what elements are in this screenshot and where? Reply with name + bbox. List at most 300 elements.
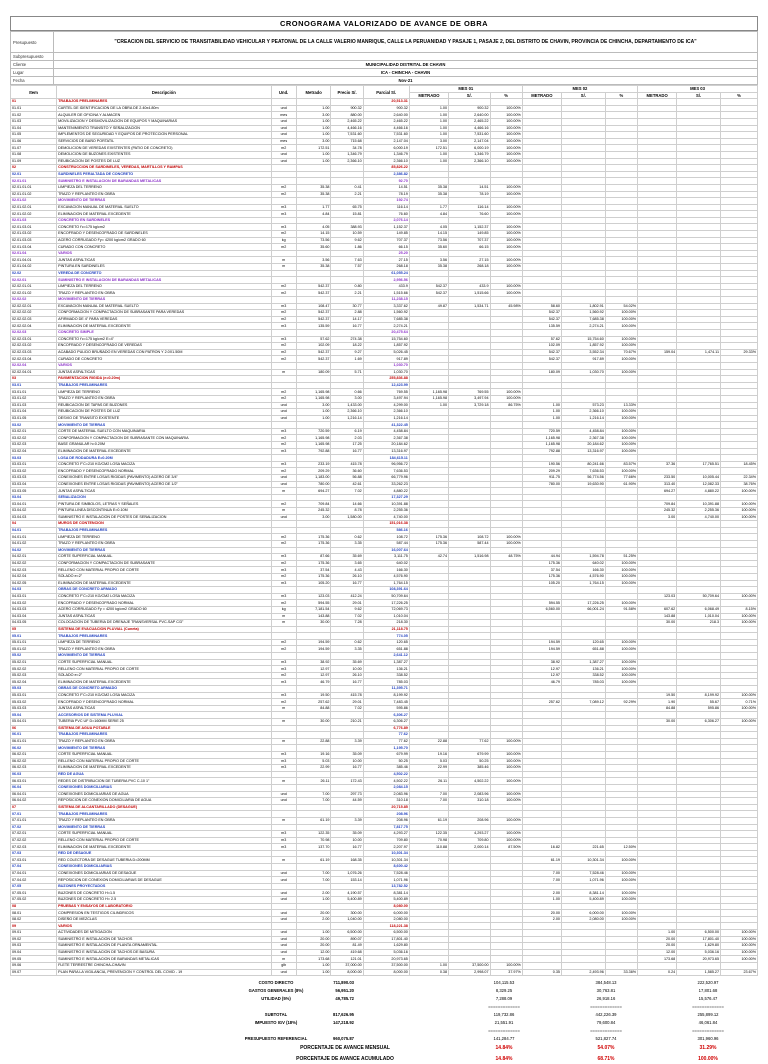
month1-percent bbox=[490, 514, 522, 521]
item-code: 09.06 bbox=[11, 962, 57, 969]
item-metrado: 175.36 bbox=[296, 560, 331, 567]
month1-metrado bbox=[409, 250, 448, 257]
month3-percent bbox=[721, 778, 758, 785]
item-price: 29.01 bbox=[331, 600, 363, 607]
percent-row bbox=[10, 1053, 758, 1064]
month2-percent: 77.66% bbox=[605, 475, 637, 482]
item-code: 07.04 bbox=[11, 864, 57, 871]
month2-percent bbox=[605, 217, 637, 224]
month1-percent: 100.00% bbox=[490, 112, 522, 119]
month3-metrado bbox=[638, 844, 677, 851]
month3-percent bbox=[721, 217, 758, 224]
month3-percent bbox=[721, 824, 758, 831]
month3-amount bbox=[677, 633, 721, 640]
month1-metrado bbox=[409, 376, 448, 383]
month3-amount bbox=[677, 798, 721, 805]
month2-percent: 100.00% bbox=[605, 448, 637, 455]
month2-percent bbox=[605, 389, 637, 396]
table-row bbox=[11, 158, 758, 165]
month3-amount bbox=[677, 758, 721, 765]
month3-amount bbox=[677, 686, 721, 693]
month1-amount: 1,516.98 bbox=[449, 554, 491, 561]
item-unit bbox=[271, 217, 296, 224]
month1-metrado: 1,165.98 bbox=[409, 389, 448, 396]
item-parcial: 1,764.15 bbox=[363, 580, 409, 587]
summary-row bbox=[10, 1010, 758, 1018]
item-description: JUNTAS ASFALTICAS bbox=[57, 488, 271, 495]
month3-metrado bbox=[638, 356, 677, 363]
item-price: 274.38 bbox=[331, 336, 363, 343]
month3-amount bbox=[677, 362, 721, 369]
month1-metrado bbox=[409, 936, 448, 943]
item-code: 02.01.03.02 bbox=[11, 231, 57, 238]
month3-metrado bbox=[638, 376, 677, 383]
table-row bbox=[11, 237, 758, 244]
month3-metrado bbox=[638, 791, 677, 798]
item-unit bbox=[271, 923, 296, 930]
month3-percent bbox=[721, 112, 758, 119]
item-code: 07.02.01 bbox=[11, 831, 57, 838]
item-code: 06.04.02 bbox=[11, 798, 57, 805]
item-code: 07.03.01 bbox=[11, 857, 57, 864]
month1-metrado bbox=[409, 560, 448, 567]
item-parcial: 268.18 bbox=[363, 264, 409, 271]
item-parcial: 1,346.79 bbox=[363, 151, 409, 158]
month1-percent bbox=[490, 343, 522, 350]
month3-metrado bbox=[638, 653, 677, 660]
month3-metrado: 1.00 bbox=[638, 930, 677, 937]
month1-metrado bbox=[409, 428, 448, 435]
month1-percent: 100.00% bbox=[490, 231, 522, 238]
month2-amount: 640.02 bbox=[561, 560, 605, 567]
month2-percent bbox=[605, 626, 637, 633]
item-description: SUMINISTRO E INSTALACION DE BARANDAS METALICAS bbox=[57, 277, 271, 284]
month3-metrado: 709.84 bbox=[638, 501, 677, 508]
item-price: 6,500.00 bbox=[331, 930, 363, 937]
item-price: 3.39 bbox=[331, 817, 363, 824]
item-code: 01.05 bbox=[11, 132, 57, 139]
month2-percent bbox=[605, 508, 637, 515]
item-description: SERVICIOS DE BAÑO PORTATIL bbox=[57, 138, 271, 145]
item-unit: m2 bbox=[271, 244, 296, 251]
month3-amount: 50,709.64 bbox=[677, 593, 721, 600]
item-price: 5,400.89 bbox=[331, 897, 363, 904]
month3-metrado bbox=[638, 573, 677, 580]
spacer bbox=[10, 1042, 236, 1053]
month1-amount: 433.9 bbox=[449, 283, 491, 290]
month1-amount: 4,502.22 bbox=[449, 778, 491, 785]
item-parcial: 2,640.00 bbox=[363, 112, 409, 119]
month1-amount: 587.44 bbox=[449, 540, 491, 547]
month1-amount bbox=[449, 521, 491, 528]
item-metrado: 12.97 bbox=[296, 666, 331, 673]
item-parcial: 6,776.89 bbox=[363, 725, 409, 732]
month1-amount bbox=[449, 824, 491, 831]
item-code: 04.03.02 bbox=[11, 600, 57, 607]
month3-metrado bbox=[638, 962, 677, 969]
item-metrado: 7.00 bbox=[296, 791, 331, 798]
table-row bbox=[11, 521, 758, 528]
item-code: 05.03 bbox=[11, 686, 57, 693]
month3-metrado bbox=[638, 890, 677, 897]
item-unit: m2 bbox=[271, 534, 296, 541]
month2-metrado bbox=[522, 534, 561, 541]
month3-percent bbox=[721, 145, 758, 152]
month2-metrado bbox=[522, 198, 561, 205]
table-row bbox=[11, 573, 758, 580]
month3-percent bbox=[721, 171, 758, 178]
month1-percent bbox=[490, 639, 522, 646]
item-metrado: 102.09 bbox=[296, 343, 331, 350]
month3-amount bbox=[677, 151, 721, 158]
item-parcial: 3,111.75 bbox=[363, 554, 409, 561]
item-description: CURADO DE CONCRETO bbox=[57, 356, 271, 363]
month3-percent bbox=[721, 336, 758, 343]
month1-metrado bbox=[409, 705, 448, 712]
month2-amount bbox=[561, 145, 605, 152]
month3-percent bbox=[721, 138, 758, 145]
item-code: 06.03 bbox=[11, 771, 57, 778]
month3-percent bbox=[721, 521, 758, 528]
item-description: TRAZO Y REPLANTEO EN OBRA bbox=[57, 540, 271, 547]
item-parcial: 208.96 bbox=[363, 817, 409, 824]
table-row bbox=[11, 112, 758, 119]
month2-percent bbox=[605, 165, 637, 172]
month1-percent bbox=[490, 666, 522, 673]
month3-metrado bbox=[638, 547, 677, 554]
month3-amount bbox=[677, 415, 721, 422]
month1-amount bbox=[449, 455, 491, 462]
month2-amount bbox=[561, 277, 605, 284]
month3-percent bbox=[721, 725, 758, 732]
month2-amount: 221.65 bbox=[561, 844, 605, 851]
month1-amount bbox=[449, 494, 491, 501]
item-unit: m2 bbox=[271, 395, 296, 402]
month2-amount bbox=[561, 521, 605, 528]
month3-percent bbox=[721, 850, 758, 857]
month3-percent bbox=[721, 250, 758, 257]
month2-percent bbox=[605, 99, 637, 106]
month1-metrado: 4.05 bbox=[409, 224, 448, 231]
item-code: 01.01 bbox=[11, 105, 57, 112]
table-row bbox=[11, 389, 758, 396]
item-description: CONCRETO F'C=210 KG/CM2 LOSA MACIZA bbox=[57, 461, 271, 468]
month3-percent bbox=[721, 224, 758, 231]
month3-percent bbox=[721, 653, 758, 660]
month3-amount bbox=[677, 580, 721, 587]
table-row bbox=[11, 705, 758, 712]
month1-amount: 2,998.07 bbox=[449, 969, 491, 976]
table-row bbox=[11, 877, 758, 884]
month2-amount bbox=[561, 903, 605, 910]
month1-amount: 2,147.04 bbox=[449, 138, 491, 145]
item-description: SUMINISTRO E INSTALACION DE BARANDAS METALICAS bbox=[57, 178, 271, 185]
item-unit bbox=[271, 732, 296, 739]
item-price: 4,466.16 bbox=[331, 125, 363, 132]
item-code: 03.01.03 bbox=[11, 402, 57, 409]
month2-metrado bbox=[522, 745, 561, 752]
item-metrado bbox=[296, 626, 331, 633]
month1-percent bbox=[490, 771, 522, 778]
month1-percent bbox=[490, 877, 522, 884]
month3-percent bbox=[721, 554, 758, 561]
month1-metrado bbox=[409, 870, 448, 877]
month3-percent bbox=[721, 857, 758, 864]
month2-amount bbox=[561, 270, 605, 277]
item-code: 03.03.01 bbox=[11, 461, 57, 468]
month3-amount bbox=[677, 600, 721, 607]
month3-percent: 100.00% bbox=[721, 514, 758, 521]
month1-metrado bbox=[409, 494, 448, 501]
item-parcial: 4,502.22 bbox=[363, 778, 409, 785]
month3-metrado bbox=[638, 455, 677, 462]
month2-percent bbox=[605, 540, 637, 547]
item-price bbox=[331, 923, 363, 930]
item-code: 09.01 bbox=[11, 930, 57, 937]
month1-percent: 100.00% bbox=[490, 158, 522, 165]
item-metrado: 35.38 bbox=[296, 184, 331, 191]
item-description: CONEXIONES DOMICILIARIAS DE AGUA bbox=[57, 791, 271, 798]
month3-amount bbox=[677, 745, 721, 752]
item-parcial: 13,782.52 bbox=[363, 883, 409, 890]
month2-percent: 100.00% bbox=[605, 897, 637, 904]
month2-amount bbox=[561, 244, 605, 251]
month3-amount bbox=[677, 125, 721, 132]
month2-metrado bbox=[522, 151, 561, 158]
month3-percent bbox=[721, 290, 758, 297]
month3-metrado bbox=[638, 468, 677, 475]
month2-metrado bbox=[522, 297, 561, 304]
month1-amount bbox=[449, 943, 491, 950]
month2-metrado bbox=[522, 211, 561, 218]
item-price bbox=[331, 653, 363, 660]
table-row bbox=[11, 428, 758, 435]
item-price: 168.35 bbox=[331, 857, 363, 864]
month1-metrado: 175.36 bbox=[409, 540, 448, 547]
item-parcial: 707.37 bbox=[363, 237, 409, 244]
month2-amount bbox=[561, 362, 605, 369]
month2-amount: 5,400.89 bbox=[561, 897, 605, 904]
item-description: RED DE DESAGUE bbox=[57, 850, 271, 857]
item-metrado: 26.11 bbox=[296, 778, 331, 785]
summary-label: GASTOS GENERALES (8%) bbox=[248, 987, 304, 993]
month3-percent bbox=[721, 811, 758, 818]
month1-amount bbox=[449, 336, 491, 343]
summary-total: 49,785.72 bbox=[335, 995, 354, 1001]
item-code: 05.02.03 bbox=[11, 672, 57, 679]
item-description: REPOSICION DE CONEXION DOMICILIARIA DE AGUA bbox=[57, 798, 271, 805]
month2-metrado: 594.55 bbox=[522, 600, 561, 607]
item-code: 02.02.02 bbox=[11, 297, 57, 304]
month1-metrado bbox=[409, 343, 448, 350]
month1-percent bbox=[490, 165, 522, 172]
month2-amount bbox=[561, 745, 605, 752]
item-code: 09.05 bbox=[11, 956, 57, 963]
item-description: VARIOS bbox=[57, 250, 271, 257]
item-price: 1.86 bbox=[331, 244, 363, 251]
item-parcial: 2,366.10 bbox=[363, 409, 409, 416]
item-metrado: 694.27 bbox=[296, 488, 331, 495]
item-code: 02.02.03.03 bbox=[11, 349, 57, 356]
item-parcial: 900.32 bbox=[363, 105, 409, 112]
month1-percent: 100.00% bbox=[490, 765, 522, 772]
item-metrado: 175.36 bbox=[296, 540, 331, 547]
month2-percent bbox=[605, 811, 637, 818]
month3-percent bbox=[721, 784, 758, 791]
item-code: 07.04.02 bbox=[11, 877, 57, 884]
month2-percent bbox=[605, 936, 637, 943]
item-parcial: 6,306.27 bbox=[363, 719, 409, 726]
table-row bbox=[11, 804, 758, 811]
item-description: SEÑALIZACION bbox=[57, 494, 271, 501]
month1-metrado bbox=[409, 217, 448, 224]
item-price bbox=[331, 725, 363, 732]
month1-amount bbox=[449, 864, 491, 871]
month1-amount bbox=[449, 435, 491, 442]
month1-metrado: 7.00 bbox=[409, 791, 448, 798]
item-price: 56.88 bbox=[331, 475, 363, 482]
month2-metrado bbox=[522, 784, 561, 791]
month3-metrado: 143.88 bbox=[638, 613, 677, 620]
item-metrado: 792.88 bbox=[296, 448, 331, 455]
month2-percent: 100.00% bbox=[605, 646, 637, 653]
table-row bbox=[11, 910, 758, 917]
item-parcial: 1,010.04 bbox=[363, 613, 409, 620]
month3-percent bbox=[721, 883, 758, 890]
item-description: SUMINISTRO E INSTALACION DE TACHOS bbox=[57, 936, 271, 943]
month3-percent bbox=[721, 962, 758, 969]
month3-amount bbox=[677, 587, 721, 594]
label-fecha: Fecha bbox=[11, 77, 54, 85]
summary-total bbox=[316, 1002, 356, 1010]
month2-metrado bbox=[522, 738, 561, 745]
month1-percent: 87.50% bbox=[490, 844, 522, 851]
item-parcial: 2,274.21 bbox=[363, 323, 409, 330]
month1-percent bbox=[490, 270, 522, 277]
item-code: 03.02.04 bbox=[11, 448, 57, 455]
item-unit: m2 bbox=[271, 184, 296, 191]
table-row bbox=[11, 798, 758, 805]
col-m2-metrado: METRADO bbox=[522, 92, 561, 99]
item-parcial: 184,615.11 bbox=[363, 455, 409, 462]
month2-amount bbox=[561, 686, 605, 693]
month3-percent bbox=[721, 184, 758, 191]
month2-percent bbox=[605, 224, 637, 231]
month3-metrado bbox=[638, 158, 677, 165]
month3-amount: 4,740.00 bbox=[677, 514, 721, 521]
month2-percent bbox=[605, 151, 637, 158]
month3-amount bbox=[677, 824, 721, 831]
month2-metrado bbox=[522, 224, 561, 231]
month1-percent bbox=[490, 356, 522, 363]
month1-percent bbox=[490, 949, 522, 956]
item-parcial: 10,391.88 bbox=[363, 501, 409, 508]
item-price: 1,580.00 bbox=[331, 514, 363, 521]
month3-percent bbox=[721, 402, 758, 409]
month2-amount bbox=[561, 257, 605, 264]
month3-metrado bbox=[638, 310, 677, 317]
month2-metrado bbox=[522, 712, 561, 719]
item-unit: und bbox=[271, 791, 296, 798]
item-unit: m2 bbox=[271, 468, 296, 475]
month3-metrado bbox=[638, 198, 677, 205]
table-row bbox=[11, 745, 758, 752]
item-code: 03.02 bbox=[11, 422, 57, 429]
item-description: MOVIMIENTO DE TIERRAS bbox=[57, 653, 271, 660]
item-description: TRABAJOS PRELIMINARES bbox=[57, 732, 271, 739]
table-row bbox=[11, 382, 758, 389]
month2-percent: 70.67% bbox=[605, 349, 637, 356]
item-price: 16.77 bbox=[331, 765, 363, 772]
month1-metrado: 1.00 bbox=[409, 962, 448, 969]
item-description: PAVIMENTACION RIGIDA (e=0.20m) bbox=[57, 376, 271, 383]
month3-metrado bbox=[638, 165, 677, 172]
item-description: VARIOS bbox=[57, 923, 271, 930]
month3-percent bbox=[721, 666, 758, 673]
item-code: 03.01.02 bbox=[11, 395, 57, 402]
item-description: EXCAVACION MANUAL DE MATERIAL SUELTO bbox=[57, 303, 271, 310]
item-description: CORTE SUPERFICIAL MANUAL bbox=[57, 554, 271, 561]
table-row bbox=[11, 409, 758, 416]
item-price bbox=[331, 494, 363, 501]
item-unit bbox=[271, 455, 296, 462]
month1-metrado bbox=[409, 171, 448, 178]
month3-amount bbox=[677, 184, 721, 191]
month1-percent bbox=[490, 547, 522, 554]
schedule-table bbox=[10, 85, 758, 976]
month2-amount: 15,754.60 bbox=[561, 336, 605, 343]
month1-amount bbox=[449, 897, 491, 904]
month2-amount bbox=[561, 778, 605, 785]
item-parcial: 8,600.42 bbox=[363, 864, 409, 871]
item-description: CONEXIONES ENTRE LOSAS RIGIDAS (PAVIMENTO) ACERO DE 1/2" bbox=[57, 481, 271, 488]
month1-amount: 2,640.00 bbox=[449, 112, 491, 119]
table-row bbox=[11, 679, 758, 686]
month1-amount: 14.51 bbox=[449, 184, 491, 191]
month1-metrado bbox=[409, 930, 448, 937]
month2-amount: 166.30 bbox=[561, 567, 605, 574]
month3-amount bbox=[677, 165, 721, 172]
month1-metrado: 49.87 bbox=[409, 303, 448, 310]
item-code: 04.02.03 bbox=[11, 567, 57, 574]
month1-amount bbox=[449, 323, 491, 330]
table-row bbox=[11, 784, 758, 791]
month3-amount: 1,585.27 bbox=[677, 969, 721, 976]
item-metrado: 780.00 bbox=[296, 481, 331, 488]
item-code: 06.03.01 bbox=[11, 778, 57, 785]
month3-amount bbox=[677, 105, 721, 112]
month1-metrado: 1.00 bbox=[409, 132, 448, 139]
table-row bbox=[11, 791, 758, 798]
item-metrado bbox=[296, 923, 331, 930]
item-metrado bbox=[296, 653, 331, 660]
item-metrado: 105.20 bbox=[296, 580, 331, 587]
item-metrado: 1.00 bbox=[296, 132, 331, 139]
month3-amount bbox=[677, 567, 721, 574]
item-metrado: 3.00 bbox=[296, 112, 331, 119]
item-description: CONEXIONES DOMICILIARIAS DE DESAGUE bbox=[57, 870, 271, 877]
month1-percent bbox=[490, 600, 522, 607]
month2-amount: 136.21 bbox=[561, 666, 605, 673]
month2-metrado: 194.59 bbox=[522, 639, 561, 646]
item-parcial: 2,367.38 bbox=[363, 435, 409, 442]
month3-amount bbox=[677, 811, 721, 818]
month2-metrado bbox=[522, 283, 561, 290]
month2-metrado: 2.00 bbox=[522, 890, 561, 897]
item-unit: m3 bbox=[271, 765, 296, 772]
month2-percent bbox=[605, 257, 637, 264]
item-unit bbox=[271, 494, 296, 501]
